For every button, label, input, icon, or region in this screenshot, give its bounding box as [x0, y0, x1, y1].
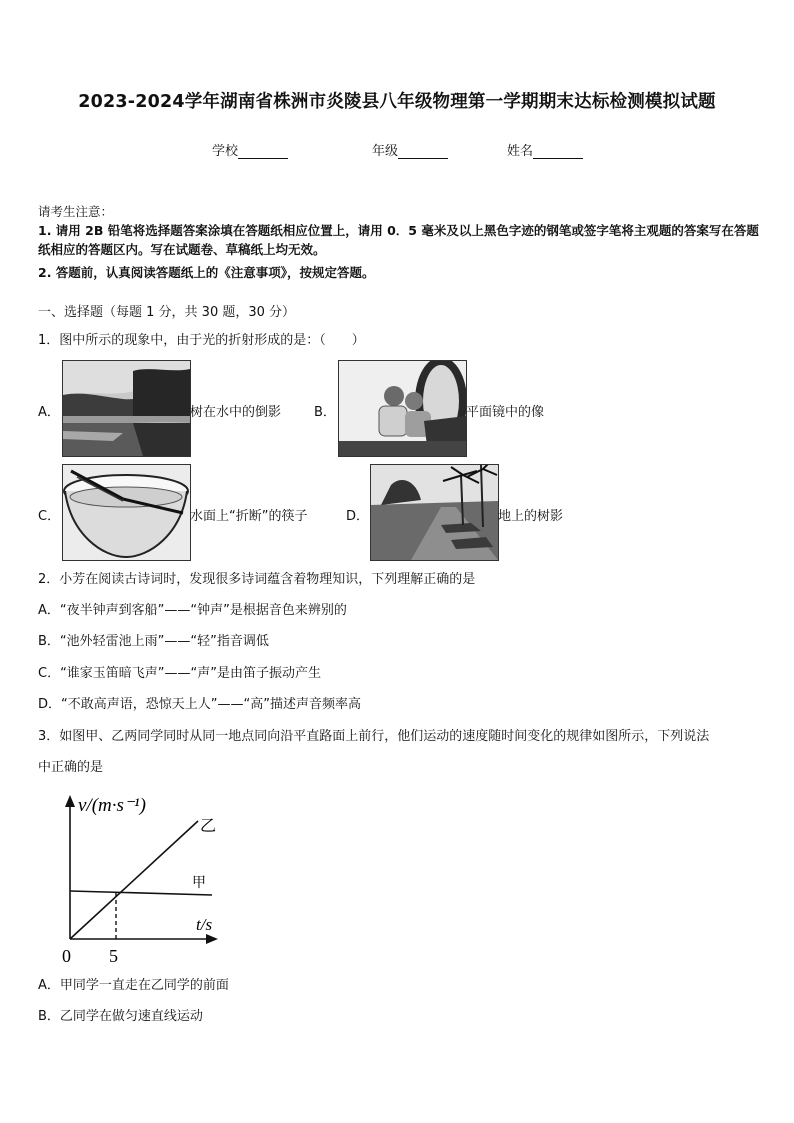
name-blank — [533, 144, 583, 159]
y-axis-label: v/(m·s⁻¹) — [78, 795, 146, 816]
q1-option-d-label: D． — [346, 509, 370, 524]
q3-stem-line-1: 3．如图甲、乙两同学同时从同一地点同向沿平直路面上前行，他们运动的速度随时间变化的规律如图所示，下列说法 — [38, 729, 710, 744]
school-blank — [238, 144, 288, 159]
q1-option-c-label: C． — [38, 509, 61, 524]
lake-reflection-image — [62, 360, 191, 457]
q2-stem: 2．小芳在阅读古诗词时，发现很多诗词蕴含着物理知识，下列理解正确的是 — [38, 572, 476, 587]
road-tree-shadow-image — [370, 464, 499, 561]
school-field — [212, 140, 288, 159]
x-axis-label: t/s — [196, 915, 213, 934]
q3-option-a: A．甲同学一直走在乙同学的前面 — [38, 978, 229, 993]
q1-option-d-caption: 地上的树影 — [498, 509, 564, 524]
q1-option-a-label: A． — [38, 405, 60, 420]
q3-stem-line-2: 中正确的是 — [38, 760, 104, 775]
name-field — [507, 140, 583, 159]
mirror-children-image — [338, 360, 467, 457]
q2-option-a: A．“夜半钟声到客船”——“钟声”是根据音色来辨别的 — [38, 603, 347, 618]
notice-item-1: 1. 请用 2B 铅笔将选择题答案涂填在答题纸相应位置上，请用 0．5 毫米及以上黑色字迹的钢笔或签字笔将主观题的答案写在答题纸相应的答题区内。写在试题卷、草稿纸上均无效。 — [38, 223, 759, 257]
line-yi — [70, 821, 198, 939]
line-jia-label: 甲 — [192, 876, 206, 891]
x-axis-arrow — [206, 934, 218, 944]
q1-option-c-caption: 水面上“折断”的筷子 — [190, 509, 308, 524]
q3-option-b: B．乙同学在做匀速直线运动 — [38, 1009, 203, 1024]
grade-label: 年级 — [372, 144, 399, 159]
tick-5-label: 5 — [109, 946, 118, 966]
y-axis-arrow — [65, 795, 75, 807]
line-jia — [70, 891, 212, 895]
chopsticks-bowl-image — [62, 464, 191, 561]
grade-blank — [398, 144, 448, 159]
q1-stem: 1．图中所示的现象中，由于光的折射形成的是：（ ） — [38, 333, 365, 348]
name-label: 姓名 — [507, 144, 534, 159]
school-label: 学校 — [212, 144, 239, 159]
origin-label: 0 — [62, 946, 71, 966]
velocity-time-graph — [50, 787, 230, 976]
exam-title: 2023-2024学年湖南省株洲市炎陵县八年级物理第一学期期末达标检测模拟试题 — [78, 92, 716, 112]
q1-option-a-caption: 树在水中的倒影 — [190, 405, 282, 420]
notice-heading: 请考生注意： — [38, 204, 114, 219]
q1-option-b-caption: 平面镜中的像 — [466, 405, 545, 420]
q2-option-d: D．“不敢高声语，恐惊天上人”——“高”描述声音频率高 — [38, 697, 361, 712]
grade-field — [372, 140, 448, 159]
q1-option-b-label: B． — [314, 405, 336, 420]
line-yi-label: 乙 — [200, 818, 217, 835]
q2-option-c: C．“谁家玉笛暗飞声”——“声”是由笛子振动产生 — [38, 666, 322, 681]
notice-item-2: 2. 答题前，认真阅读答题纸上的《注意事项》，按规定答题。 — [38, 265, 375, 280]
section-heading: 一、选择题（每题 1 分，共 30 题，30 分） — [38, 305, 296, 320]
q2-option-b: B．“池外轻雷池上雨”——“轻”指音调低 — [38, 634, 269, 649]
